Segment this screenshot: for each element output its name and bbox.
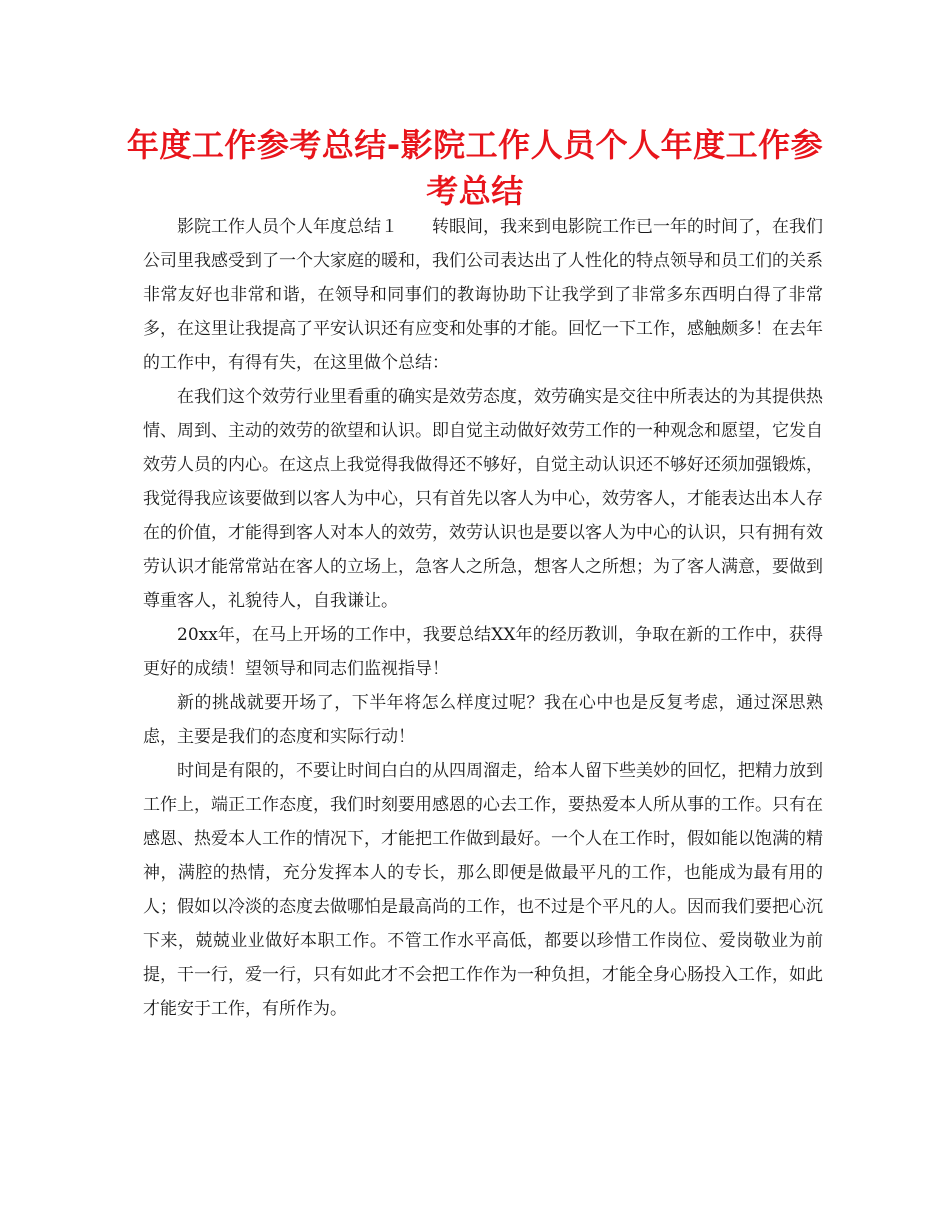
- paragraph-new-year: 20xx年，在马上开场的工作中，我要总结XX年的经历教训，争取在新的工作中，获得更好的成绩！望领导和同志们监视指导！: [143, 625, 823, 679]
- paragraph-service-attitude: 在我们这个效劳行业里看重的确实是效劳态度，效劳确实是交往中所表达的为其提供热情、周到、主动的效劳的欲望和认识。即自觉主动做好效劳工作的一种观念和愿望，它发自效劳人员的内心。在这点上我觉得我做得还不够好，自觉主动认识还不够好还须加强锻炼，我觉得我应该要做到以客人为中心，只有首先以客人为中心，效劳客人，才能表达出本人存在的价值，才能得到客人对本人的效劳，效劳认识也是要以客人为中心的认识，只有拥有效劳认识才能常常站在客人的立场上，急客人之所急，想客人之所想；为了客人满意，要做到尊重客人，礼貌待人，自我谦让。: [143, 387, 823, 611]
- paragraph-intro: 影院工作人员个人年度总结１ 转眼间，我来到电影院工作已一年的时间了，在我们公司里我感受到了一个大家庭的暖和，我们公司表达出了人性化的特点领导和员工们的关系非常友好也非常和谐，在领导和同事们的教诲协助下让我学到了非常多东西明白得了非常多，在这里让我提高了平安认识还有应变和处事的才能。回忆一下工作，感触颇多！在去年的工作中，有得有失，在这里做个总结：: [143, 217, 823, 373]
- document-body: [143, 210, 823, 1026]
- paragraph-time-limited: 时间是有限的，不要让时间白白的从四周溜走，给本人留下些美妙的回忆，把精力放到工作上，端正工作态度，我们时刻要用感恩的心去工作，要热爱本人所从事的工作。只有在感恩、热爱本人工作的情况下，才能把工作做到最好。一个人在工作时，假如能以饱满的精神，满腔的热情，充分发挥本人的专长，那么即便是做最平凡的工作，也能成为最有用的人；假如以冷淡的态度去做哪怕是最高尚的工作，也不过是个平凡的人。因而我们要把心沉下来，兢兢业业做好本职工作。不管工作水平高低，都要以珍惜工作岗位、爱岗敬业为前提，干一行，爱一行，只有如此才不会把工作作为一种负担，才能全身心肠投入工作，如此才能安于工作，有所作为。: [143, 761, 823, 1019]
- document-title: 年度工作参考总结-影院工作人员个人年度工作参考总结: [126, 126, 824, 210]
- paragraph-challenge: 新的挑战就要开场了，下半年将怎么样度过呢？我在心中也是反复考虑，通过深思熟虑，主要是我们的态度和实际行动！: [143, 693, 823, 747]
